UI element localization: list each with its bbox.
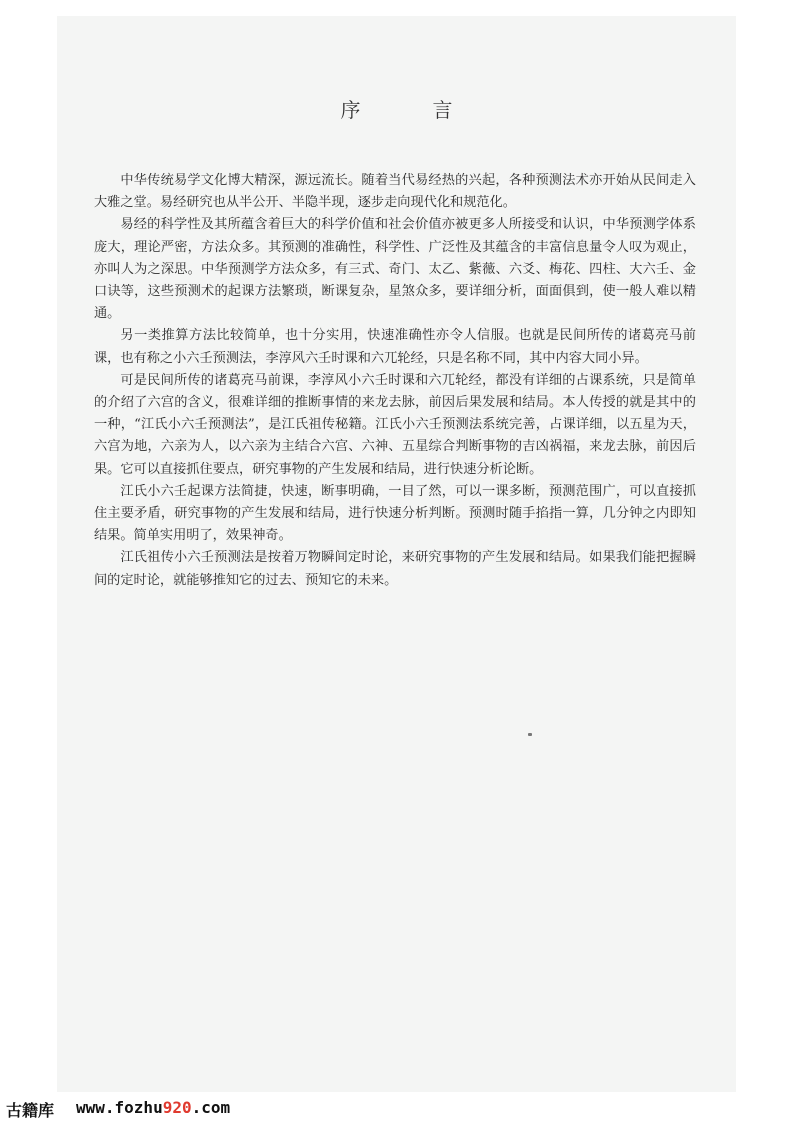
site-url-suffix: .com bbox=[191, 1098, 231, 1117]
site-url-prefix: www.fozhu bbox=[76, 1098, 163, 1117]
site-url[interactable] bbox=[76, 1098, 230, 1117]
paragraph-5: 江氏小六壬起课方法简捷，快速，断事明确，一目了然，可以一课多断，预测范围广，可以直接抓住主要矛盾，研究事物的产生发展和结局，进行快速分析判断。预测时随手掐指一算，几分钟之内即知结果。简单实用明了，效果神奇。 bbox=[94, 483, 696, 544]
watermark-footer bbox=[0, 1092, 793, 1122]
paragraph-1: 中华传统易学文化博大精深，源远流长。随着当代易经热的兴起，各种预测法术亦开始从民间走入大雅之堂。易经研究也从半公开、半隐半现，逐步走向现代化和规范化。 bbox=[94, 173, 696, 211]
paragraph-6: 江氏祖传小六壬预测法是按着万物瞬间定时论，来研究事物的产生发展和结局。如果我们能把握瞬间的定时论，就能够推知它的过去、预知它的未来。 bbox=[94, 550, 696, 588]
scan-speck bbox=[528, 733, 532, 736]
site-brand: 古籍库 bbox=[6, 1101, 55, 1120]
page-title: 序 言 bbox=[340, 98, 479, 122]
paragraph-3: 另一类推算方法比较简单，也十分实用，快速准确性亦令人信服。也就是民间所传的诸葛亮马前课，也有称之小六壬预测法，李淳风六壬时课和六兀轮经，只是名称不同，其中内容大同小异。 bbox=[94, 328, 696, 366]
preface-body bbox=[94, 170, 696, 592]
paragraph-2: 易经的科学性及其所蕴含着巨大的科学价值和社会价值亦被更多人所接受和认识，中华预测学体系庞大，理论严密，方法众多。其预测的准确性，科学性、广泛性及其蕴含的丰富信息量令人叹为观止，亦叫人为之深思。中华预测学方法众多，有三式、奇门、太乙、紫薇、六爻、梅花、四柱、大六壬、金口诀等，这些预测术的起课方法繁琐，断课复杂，星煞众多，要详细分析，面面俱到，使一般人难以精通。 bbox=[94, 217, 696, 322]
site-url-accent: 920 bbox=[162, 1098, 192, 1117]
paragraph-4: 可是民间所传的诸葛亮马前课，李淳风小六壬时课和六兀轮经，都没有详细的占课系统，只是简单的介绍了六宫的含义，很难详细的推断事情的来龙去脉，前因后果发展和结局。本人传授的就是其中的一种，“江氏小六壬预测法”，是江氏祖传秘籍。江氏小六壬预测法系统完善，占课详细，以五星为天，六宫为地，六亲为人，以六亲为主结合六宫、六神、五星综合判断事物的吉凶祸福，来龙去脉，前因后果。它可以直接抓住要点，研究事物的产生发展和结局，进行快速分析论断。 bbox=[94, 372, 696, 477]
